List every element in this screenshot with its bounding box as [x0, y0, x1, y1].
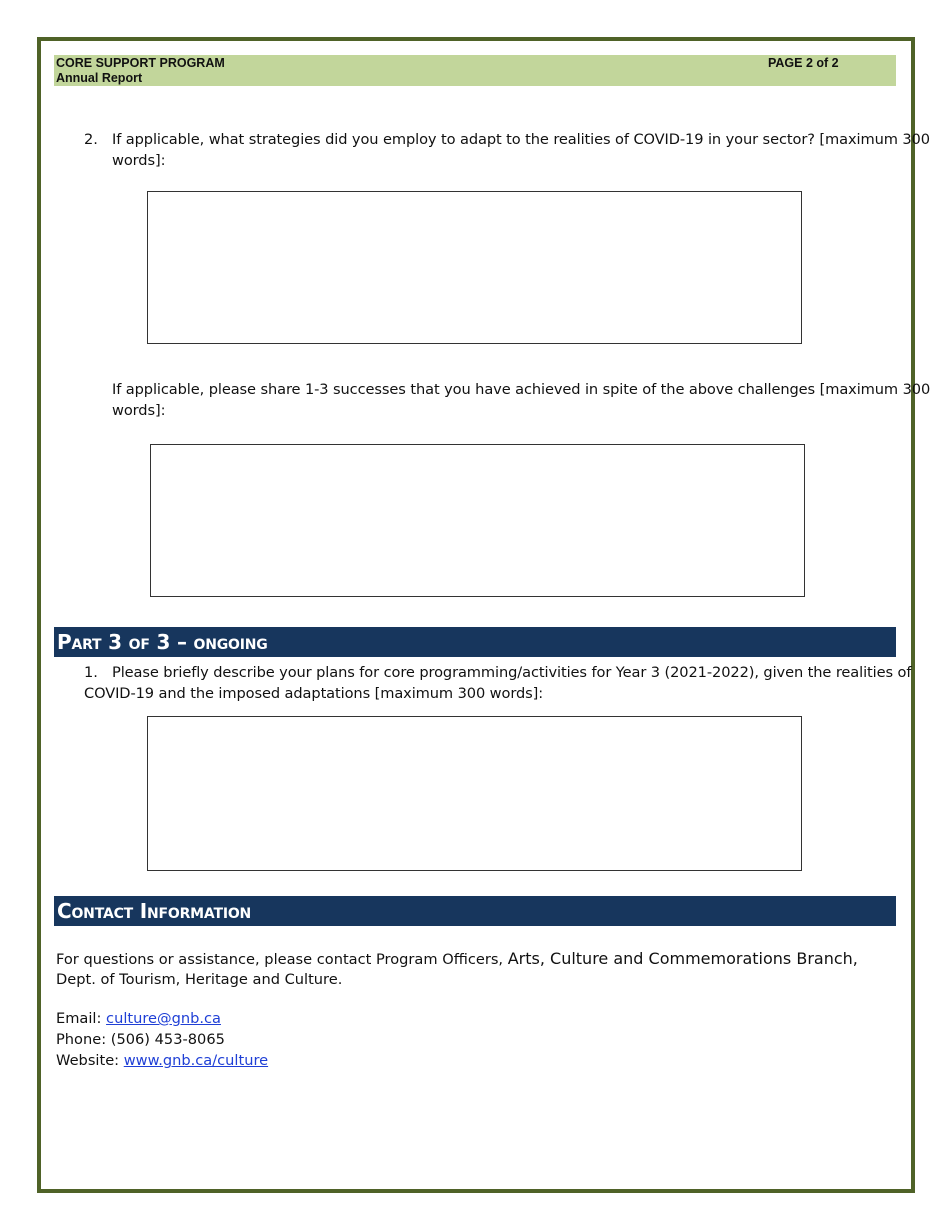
- part-3-question-1-number: 1.: [84, 664, 98, 681]
- part-3-question-1-line1: Please briefly describe your plans for core programming/activities for Year 3 (2021-2022), given the realities of: [112, 664, 912, 681]
- part-3-question-1-line2: COVID-19 and the imposed adaptations [maximum 300 words]:: [84, 685, 544, 702]
- successes-question-line2: words]:: [112, 402, 166, 419]
- successes-answer-box[interactable]: [150, 444, 805, 597]
- contact-email-line: [56, 1008, 221, 1029]
- website-label: Website:: [56, 1052, 124, 1069]
- report-title: Annual Report: [56, 71, 143, 85]
- strategies-answer-box[interactable]: [147, 191, 802, 344]
- successes-question-line1: If applicable, please share 1-3 successes that you have achieved in spite of the above challenges [maximum 300: [112, 381, 931, 398]
- plans-answer-box[interactable]: [147, 716, 802, 871]
- contact-phone: Phone: (506) 453-8065: [56, 1031, 225, 1048]
- program-title: CORE SUPPORT PROGRAM: [56, 56, 225, 70]
- contact-website-line: [56, 1050, 268, 1071]
- contact-text-line1: [56, 948, 858, 970]
- contact-heading: Contact Information: [54, 896, 896, 926]
- contact-department: Dept. of Tourism, Heritage and Culture.: [56, 971, 343, 988]
- page-header-band: [54, 55, 896, 86]
- page-number: PAGE 2 of 2: [768, 56, 839, 70]
- website-link[interactable]: www.gnb.ca/culture: [123, 1052, 269, 1069]
- email-link[interactable]: culture@gnb.ca: [106, 1010, 221, 1027]
- contact-intro: For questions or assistance, please contact Program Officers,: [56, 951, 508, 968]
- question-2-text-line1: If applicable, what strategies did you employ to adapt to the realities of COVID-19 in your sector? [maximum 300: [112, 131, 930, 148]
- question-2-number: 2.: [84, 131, 98, 148]
- contact-branch: Arts, Culture and Commemorations Branch,: [507, 949, 858, 968]
- email-label: Email:: [56, 1010, 107, 1027]
- question-2-text-line2: words]:: [112, 152, 166, 169]
- part-3-heading: Part 3 of 3 – ongoing: [54, 627, 896, 657]
